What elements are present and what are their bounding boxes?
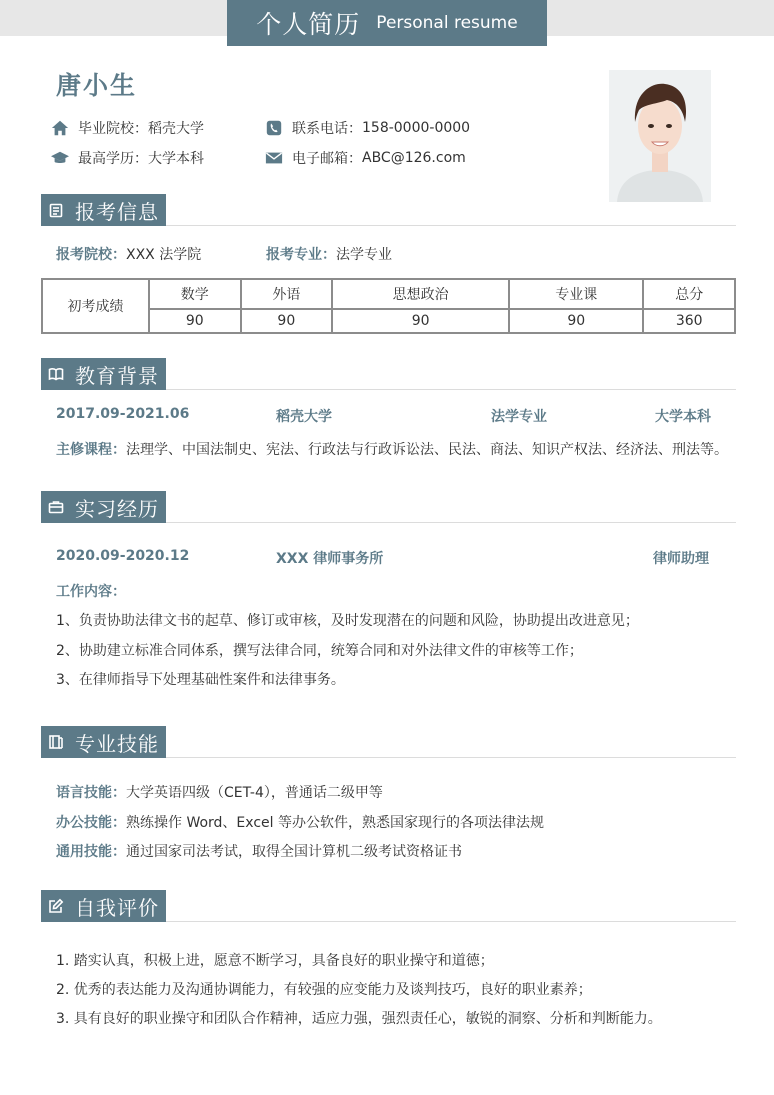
clipboard-icon (47, 201, 65, 219)
section-tag-self-eval (41, 890, 166, 922)
intern-duty-item: 2、协助建立标准合同体系，撰写法律合同，统筹合同和对外法律文件的审核等工作； (56, 643, 583, 659)
info-phone (264, 118, 470, 138)
section-title-apply: 报考信息 (75, 199, 159, 224)
skill-language-row (56, 782, 383, 802)
info-degree (50, 148, 204, 168)
edu-major: 法学专业 (491, 409, 547, 425)
section-divider (166, 225, 736, 226)
intern-duties-label: 工作内容： (56, 584, 126, 600)
subject-cell: 数学 (149, 279, 241, 309)
skill-language-label: 语言技能： (56, 785, 126, 801)
apply-major-value: 法学专业 (336, 247, 392, 263)
section-divider (166, 389, 736, 390)
info-email (264, 148, 466, 168)
score-header-row (42, 279, 735, 309)
intern-duty-item: 1、负责协助法律文书的起草、修订或审核，及时发现潜在的问题和风险，协助提出改进意见； (56, 613, 639, 629)
section-title-education: 教育背景 (75, 363, 159, 388)
self-eval-item: 3. 具有良好的职业操守和团队合作精神，适应力强，强烈责任心，敏锐的洞察、分析和判断能力。 (56, 1011, 662, 1027)
skill-office-label: 办公技能： (56, 815, 126, 831)
section-header-self-eval (41, 890, 736, 922)
score-cell: 360 (643, 309, 735, 333)
score-row-label: 初考成绩 (42, 279, 149, 333)
intern-duty-item: 3、在律师指导下处理基础性案件和法律事务。 (56, 672, 345, 688)
intern-period: 2020.09-2020.12 (56, 548, 190, 564)
section-divider (166, 921, 736, 922)
degree-label: 最高学历： (78, 151, 148, 167)
apply-school-value: XXX 法学院 (126, 247, 202, 263)
intern-company: XXX 律师事务所 (276, 551, 384, 567)
subject-cell: 思想政治 (332, 279, 509, 309)
edu-courses-value: 法理学、中国法制史、宪法、行政法与行政诉讼法、民法、商法、知识产权法、经济法、刑法等。 (126, 442, 728, 458)
subject-cell: 专业课 (509, 279, 643, 309)
title-cn: 个人简历 (256, 10, 361, 39)
skill-general-value: 通过国家司法考试，取得全国计算机二级考试资格证书 (126, 844, 462, 860)
resume-title-banner (227, 0, 547, 46)
skill-office-value: 熟练操作 Word、Excel 等办公软件，熟悉国家现行的各项法律法规 (126, 815, 544, 831)
school-value: 稻壳大学 (148, 121, 204, 137)
intern-role: 律师助理 (653, 551, 709, 567)
self-eval-item: 2. 优秀的表达能力及沟通协调能力，有较强的应变能力及谈判技巧，良好的职业素养； (56, 982, 592, 998)
apply-major-row (266, 244, 392, 264)
section-divider (166, 757, 736, 758)
section-header-skills (41, 726, 736, 758)
skill-office-row (56, 812, 544, 832)
candidate-name: 唐小生 (56, 71, 138, 100)
skill-general-label: 通用技能： (56, 844, 126, 860)
email-value: ABC@126.com (362, 150, 466, 166)
section-header-internship (41, 491, 736, 523)
section-title-self-eval: 自我评价 (75, 895, 159, 920)
degree-value: 大学本科 (148, 151, 204, 167)
section-tag-skills (41, 726, 166, 758)
edit-icon (47, 897, 65, 915)
score-table (41, 278, 736, 334)
section-title-skills: 专业技能 (75, 731, 159, 756)
book-icon (47, 733, 65, 751)
section-header-apply (41, 194, 736, 226)
section-header-education (41, 358, 736, 390)
subject-cell: 总分 (643, 279, 735, 309)
graduation-cap-icon (50, 149, 70, 167)
title-en: Personal resume (376, 13, 518, 33)
score-cell: 90 (509, 309, 643, 333)
self-eval-item: 1. 踏实认真，积极上进，愿意不断学习，具备良好的职业操守和道德； (56, 953, 494, 969)
score-cell: 90 (332, 309, 509, 333)
section-tag-education (41, 358, 166, 390)
section-tag-apply (41, 194, 166, 226)
book-open-icon (47, 365, 65, 383)
section-divider (166, 522, 736, 523)
edu-school: 稻壳大学 (276, 409, 332, 425)
home-icon (50, 119, 70, 137)
profile-photo (609, 70, 711, 202)
info-school (50, 118, 204, 138)
score-cell: 90 (149, 309, 241, 333)
edu-degree: 大学本科 (655, 409, 711, 425)
school-label: 毕业院校： (78, 121, 148, 137)
edu-courses-label: 主修课程： (56, 442, 126, 458)
phone-value: 158-0000-0000 (362, 120, 471, 136)
phone-icon (264, 119, 284, 137)
section-title-internship: 实习经历 (75, 496, 159, 521)
edu-courses-row (56, 439, 728, 459)
apply-school-label: 报考院校： (56, 247, 126, 263)
briefcase-icon (47, 498, 65, 516)
email-label: 电子邮箱： (292, 151, 362, 167)
apply-school-row (56, 244, 201, 264)
phone-label: 联系电话： (292, 121, 362, 137)
section-tag-internship (41, 491, 166, 523)
score-cell: 90 (241, 309, 333, 333)
edu-period: 2017.09-2021.06 (56, 406, 190, 422)
mail-icon (264, 149, 284, 167)
skill-language-value: 大学英语四级（CET-4），普通话二级甲等 (126, 785, 383, 801)
apply-major-label: 报考专业： (266, 247, 336, 263)
skill-general-row (56, 841, 462, 861)
subject-cell: 外语 (241, 279, 333, 309)
